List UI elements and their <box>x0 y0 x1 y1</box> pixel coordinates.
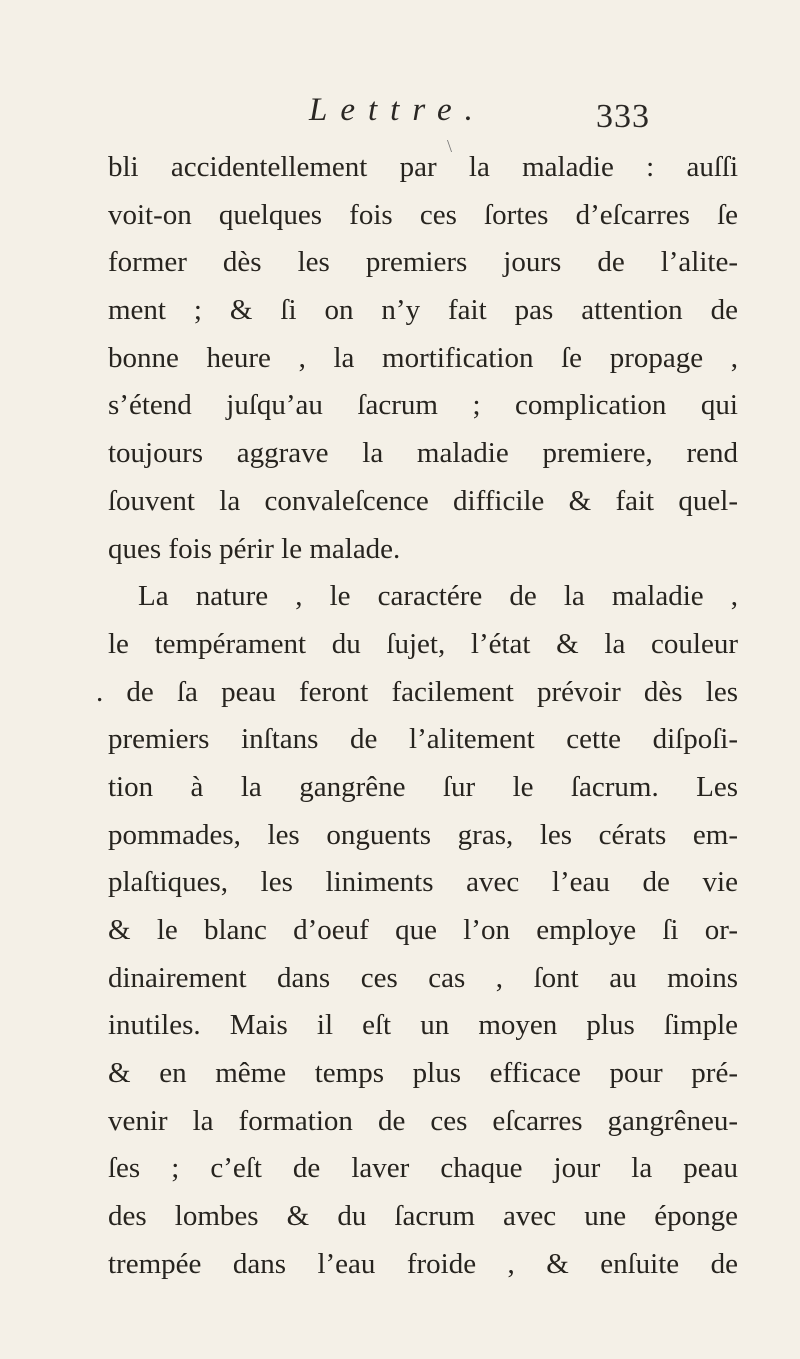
text-line: pommades, les onguents gras, les cérats em- <box>108 818 738 851</box>
page-number: 333 <box>596 98 650 135</box>
text-line: . de ſa peau feront facilement prévoir dès les <box>96 675 738 708</box>
running-head <box>0 92 800 156</box>
text-line: bonne heure , la mortification ſe propage , <box>108 341 738 374</box>
text-line: venir la formation de ces eſcarres gangrêneu- <box>108 1104 738 1137</box>
text-line: ſes ; c’eſt de laver chaque jour la peau <box>108 1152 738 1185</box>
running-title: Lettre. <box>309 92 486 128</box>
text-line: le tempérament du ſujet, l’état & la couleur <box>108 627 738 660</box>
text-line: & le blanc d’oeuf que l’on employe ſi or- <box>108 914 738 946</box>
text-line: trempée dans l’eau froide , & enſuite de <box>108 1247 738 1280</box>
text-line: toujours aggrave la maladie premiere, rend <box>108 437 738 470</box>
paragraph-start-line: La nature , le caractére de la maladie , <box>138 580 738 613</box>
stray-mark: \ <box>447 136 453 156</box>
text-line: s’étend juſqu’au ſacrum ; complication qui <box>108 389 738 422</box>
text-line: ſouvent la convaleſcence difficile & fait quel- <box>108 484 738 517</box>
text-line: bli accidentellement par la maladie : auſſi <box>108 151 738 183</box>
text-line: ment ; & ſi on n’y fait pas attention de <box>108 294 738 327</box>
text-line: des lombes & du ſacrum avec une éponge <box>108 1200 738 1233</box>
body-text <box>96 144 738 1289</box>
text-line: premiers inſtans de l’alitement cette diſpoſi- <box>108 723 738 756</box>
text-line: ques fois périr le malade. <box>108 532 401 565</box>
text-line: & en même temps plus efficace pour pré- <box>108 1057 738 1090</box>
text-line: plaſtiques, les liniments avec l’eau de vie <box>108 866 738 899</box>
text-line: tion à la gangrêne ſur le ſacrum. Les <box>108 770 738 803</box>
text-line: dinairement dans ces cas , ſont au moins <box>108 961 738 994</box>
text-line: inutiles. Mais il eſt un moyen plus ſimple <box>108 1009 738 1042</box>
text-line: former dès les premiers jours de l’alite- <box>108 246 738 279</box>
text-line: voit-on quelques fois ces ſortes d’eſcarres ſe <box>108 198 738 231</box>
